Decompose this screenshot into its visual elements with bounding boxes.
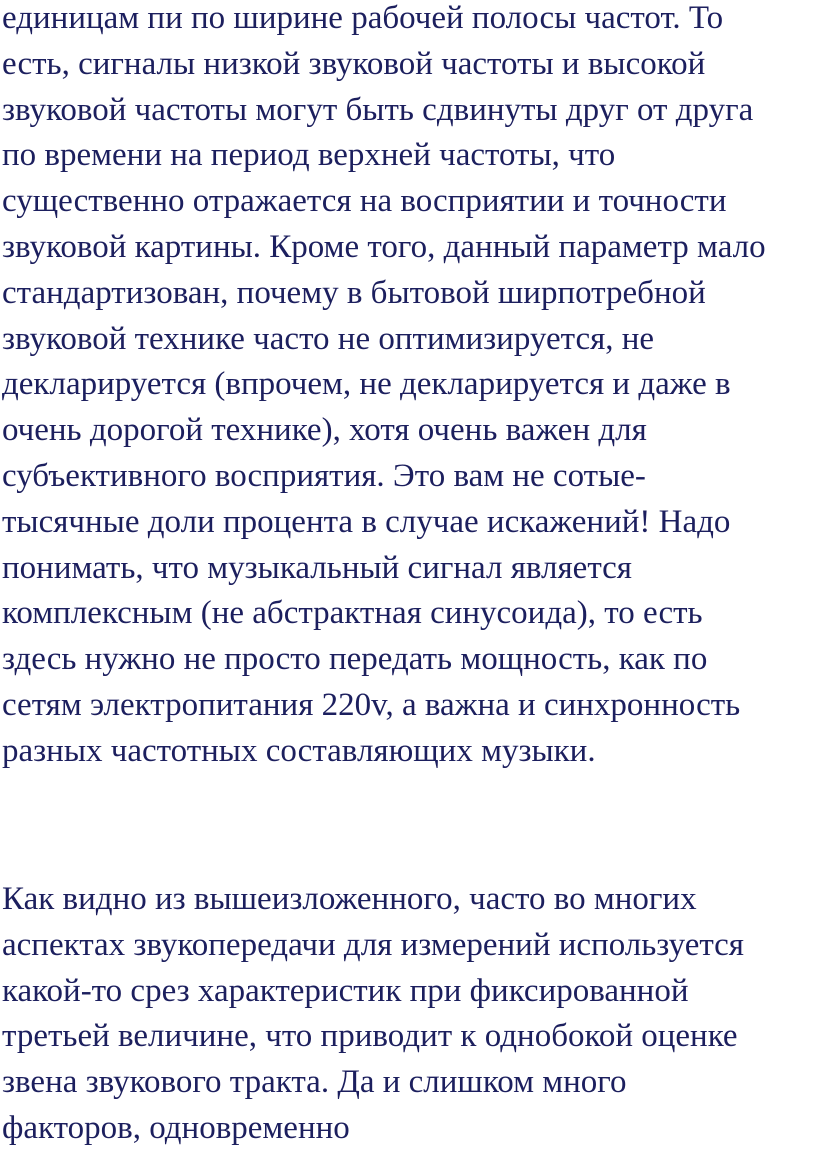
text-line: есть, сигналы низкой звуковой частоты и высокой: [2, 45, 706, 82]
text-line: здесь нужно не просто передать мощность, как по: [2, 641, 708, 678]
text-line: понимать, что музыкальный сигнал является: [2, 549, 632, 586]
text-line: стандартизован, почему в бытовой ширпотребной: [2, 274, 706, 311]
text-line: звуковой технике часто не оптимизируется, не: [2, 320, 655, 357]
paragraph-1: [2, 0, 814, 775]
text-line: Как видно из вышеизложенного, часто во многих: [2, 881, 697, 917]
text-line: звуковой картины. Кроме того, данный параметр мало: [2, 228, 766, 265]
text-line: звуковой частоты могут быть сдвинуты друг от друга: [2, 91, 754, 128]
text-line: какой-то срез характеристик при фиксированной: [2, 972, 689, 1009]
text-line: третьей величине, что приводит к однобокой оценке: [2, 1018, 738, 1055]
text-line: очень дорогой технике), хотя очень важен для: [2, 412, 647, 449]
text-line: единицам пи по ширине рабочей полосы частот. То: [2, 0, 724, 36]
text-line: комплексным (не абстрактная синусоида), то есть: [2, 595, 703, 632]
text-line: звена звукового тракта. Да и слишком много: [2, 1064, 627, 1101]
text-line: тысячные доли процента в случае искажений! Надо: [2, 503, 731, 540]
text-line: по времени на период верхней частоты, что: [2, 137, 616, 174]
paragraph-2: [2, 877, 814, 1152]
text-line: декларируется (впрочем, не декларируется и даже в: [2, 366, 731, 403]
text-line: разных частотных составляющих музыки.: [2, 732, 596, 769]
text-line: факторов, одновременно: [2, 1109, 350, 1146]
text-line: субъективного восприятия. Это вам не сотые-: [2, 457, 646, 494]
text-line: существенно отражается на восприятии и точности: [2, 183, 727, 220]
text-line: сетям электропитания 220v, а важна и синхронность: [2, 686, 741, 723]
text-line: аспектах звукопередачи для измерений используется: [2, 926, 744, 963]
